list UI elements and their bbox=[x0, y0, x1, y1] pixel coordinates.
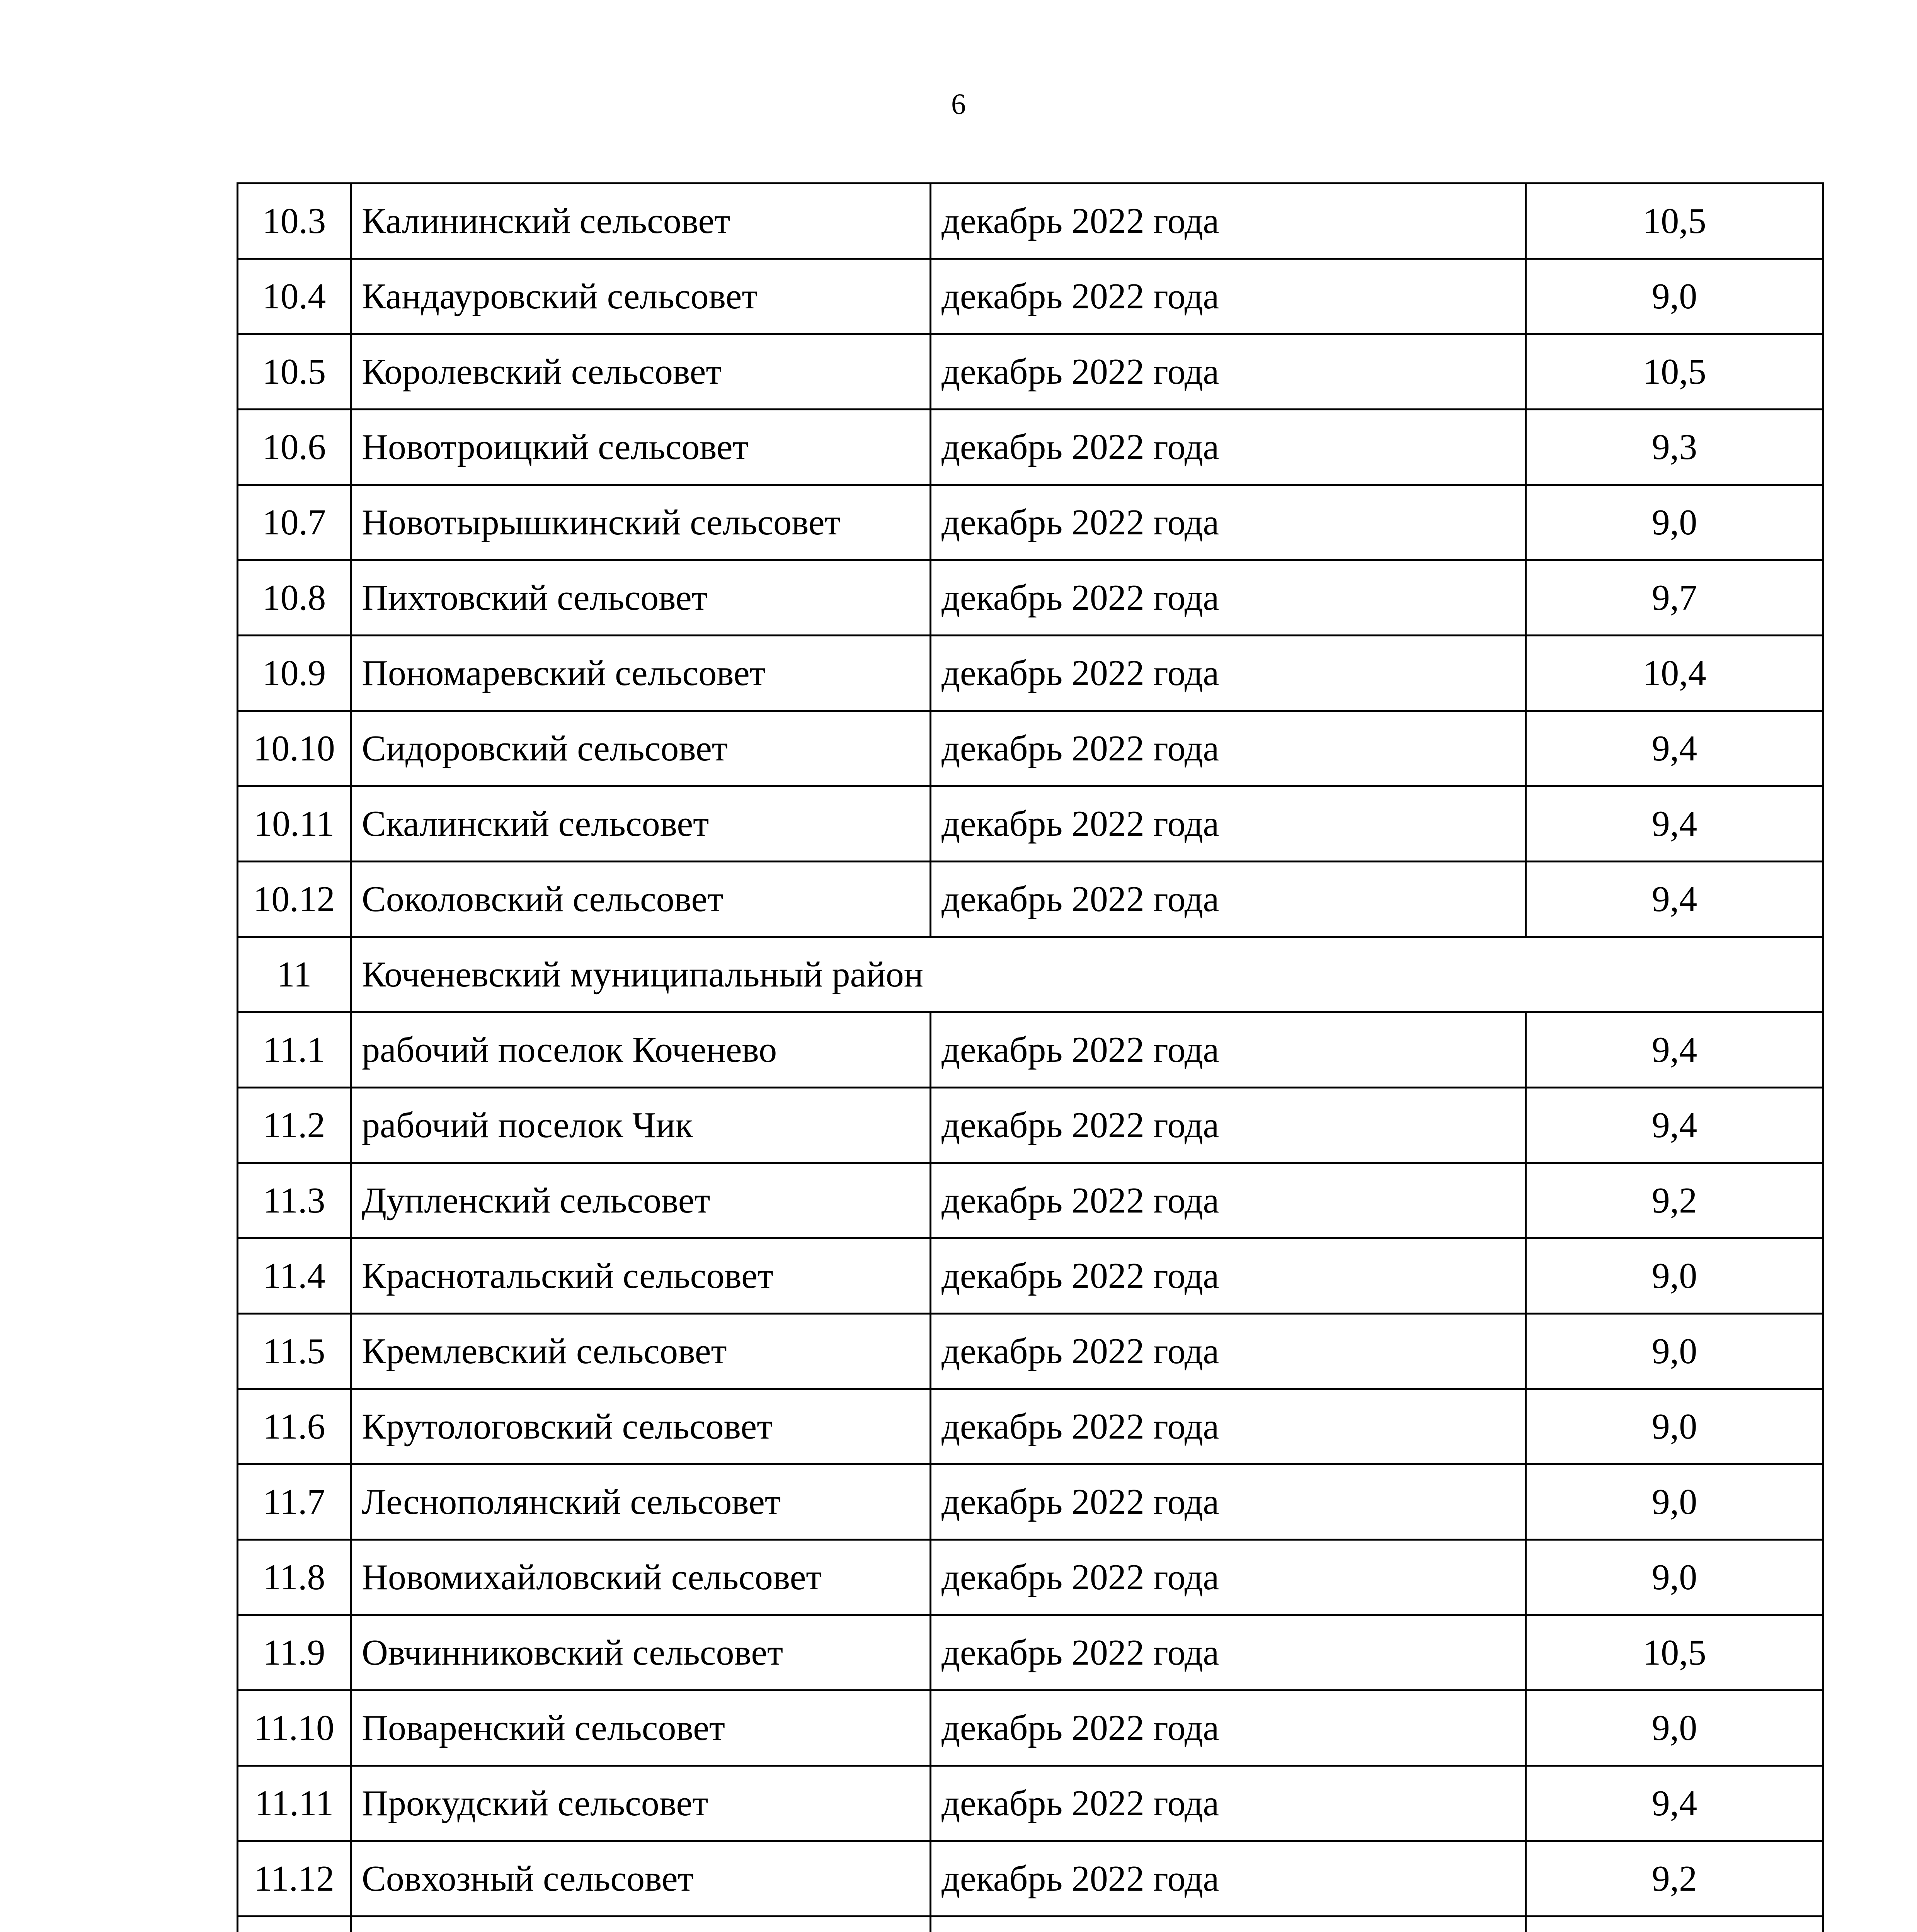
row-number: 10.3 bbox=[238, 184, 351, 259]
row-number: 10.4 bbox=[238, 259, 351, 334]
row-number bbox=[238, 1917, 351, 1932]
indicator-value: 9,0 bbox=[1526, 1238, 1823, 1314]
period-date: декабрь 2022 года bbox=[931, 1389, 1526, 1464]
table-row bbox=[238, 1615, 1823, 1690]
table-row bbox=[238, 1088, 1823, 1163]
row-number: 11.4 bbox=[238, 1238, 351, 1314]
settlement-name: Кремлевский сельсовет bbox=[351, 1314, 931, 1389]
period-date: декабрь 2022 года bbox=[931, 410, 1526, 485]
indicator-value: 9,0 bbox=[1526, 1389, 1823, 1464]
indicator-value: 9,4 bbox=[1526, 711, 1823, 786]
row-number: 10.8 bbox=[238, 560, 351, 636]
indicator-value: 10,5 bbox=[1526, 334, 1823, 410]
settlement-name: рабочий поселок Коченево bbox=[351, 1012, 931, 1088]
period-date: декабрь 2022 года bbox=[931, 1540, 1526, 1615]
settlement-name: Пономаревский сельсовет bbox=[351, 636, 931, 711]
settlement-name: Дупленский сельсовет bbox=[351, 1163, 931, 1238]
settlement-name: Крутологовский сельсовет bbox=[351, 1389, 931, 1464]
indicator-value: 9,4 bbox=[1526, 1088, 1823, 1163]
period-date: декабрь 2022 года bbox=[931, 711, 1526, 786]
row-number: 10.10 bbox=[238, 711, 351, 786]
settlement-name: Совхозный сельсовет bbox=[351, 1841, 931, 1917]
table-row bbox=[238, 1917, 1823, 1932]
page-number: 6 bbox=[951, 88, 966, 121]
indicator-value: 9,0 bbox=[1526, 1314, 1823, 1389]
settlement-name: Новомихайловский сельсовет bbox=[351, 1540, 931, 1615]
indicator-value: 9,0 bbox=[1526, 259, 1823, 334]
table-row bbox=[238, 1389, 1823, 1464]
period-date: декабрь 2022 года bbox=[931, 786, 1526, 862]
indicator-value: 9,7 bbox=[1526, 560, 1823, 636]
data-table bbox=[237, 182, 1824, 1932]
settlement-name: Сидоровский сельсовет bbox=[351, 711, 931, 786]
settlement-name: Скалинский сельсовет bbox=[351, 786, 931, 862]
row-number: 10.6 bbox=[238, 410, 351, 485]
period-date: декабрь 2022 года bbox=[931, 636, 1526, 711]
row-number: 10.11 bbox=[238, 786, 351, 862]
settlement-name: Поваренский сельсовет bbox=[351, 1690, 931, 1766]
period-date: декабрь 2022 года bbox=[931, 1690, 1526, 1766]
period-date: декабрь 2022 года bbox=[931, 1238, 1526, 1314]
settlement-name: Пихтовский сельсовет bbox=[351, 560, 931, 636]
row-number: 11.9 bbox=[238, 1615, 351, 1690]
settlement-name: Леснополянский сельсовет bbox=[351, 1464, 931, 1540]
period-date: декабрь 2022 года bbox=[931, 485, 1526, 560]
table-row bbox=[238, 334, 1823, 410]
period-date: декабрь 2022 года bbox=[931, 1314, 1526, 1389]
row-number: 11.10 bbox=[238, 1690, 351, 1766]
settlement-name bbox=[351, 1917, 931, 1932]
row-number: 10.7 bbox=[238, 485, 351, 560]
settlement-name: Кандауровский сельсовет bbox=[351, 259, 931, 334]
period-date: декабрь 2022 года bbox=[931, 1766, 1526, 1841]
table-row bbox=[238, 862, 1823, 937]
settlement-name: Краснотальский сельсовет bbox=[351, 1238, 931, 1314]
table-row bbox=[238, 1012, 1823, 1088]
table-row bbox=[238, 485, 1823, 560]
indicator-value: 9,4 bbox=[1526, 862, 1823, 937]
period-date: декабрь 2022 года bbox=[931, 862, 1526, 937]
row-number: 11.11 bbox=[238, 1766, 351, 1841]
table-row bbox=[238, 1690, 1823, 1766]
settlement-name: Соколовский сельсовет bbox=[351, 862, 931, 937]
indicator-value: 9,2 bbox=[1526, 1163, 1823, 1238]
section-row bbox=[238, 937, 1823, 1012]
row-number: 11.1 bbox=[238, 1012, 351, 1088]
indicator-value bbox=[1526, 1917, 1823, 1932]
settlement-name: Овчинниковский сельсовет bbox=[351, 1615, 931, 1690]
settlement-name: Новотроицкий сельсовет bbox=[351, 410, 931, 485]
table-row bbox=[238, 560, 1823, 636]
period-date: декабрь 2022 года bbox=[931, 1163, 1526, 1238]
table-row bbox=[238, 1163, 1823, 1238]
table-row bbox=[238, 711, 1823, 786]
table-row bbox=[238, 786, 1823, 862]
period-date bbox=[931, 1917, 1526, 1932]
indicator-value: 9,4 bbox=[1526, 786, 1823, 862]
period-date: декабрь 2022 года bbox=[931, 1615, 1526, 1690]
table-row bbox=[238, 1540, 1823, 1615]
table-row bbox=[238, 1464, 1823, 1540]
settlement-name: Новотырышкинский сельсовет bbox=[351, 485, 931, 560]
row-number: 10.9 bbox=[238, 636, 351, 711]
row-number: 11.3 bbox=[238, 1163, 351, 1238]
table-row bbox=[238, 410, 1823, 485]
period-date: декабрь 2022 года bbox=[931, 259, 1526, 334]
table-row bbox=[238, 1314, 1823, 1389]
period-date: декабрь 2022 года bbox=[931, 1841, 1526, 1917]
table-row bbox=[238, 1766, 1823, 1841]
indicator-value: 9,0 bbox=[1526, 1464, 1823, 1540]
indicator-value: 9,2 bbox=[1526, 1841, 1823, 1917]
indicator-value: 10,5 bbox=[1526, 1615, 1823, 1690]
table-row bbox=[238, 1238, 1823, 1314]
row-number: 11.12 bbox=[238, 1841, 351, 1917]
indicator-value: 9,0 bbox=[1526, 1690, 1823, 1766]
period-date: декабрь 2022 года bbox=[931, 1012, 1526, 1088]
row-number: 11.7 bbox=[238, 1464, 351, 1540]
table-row bbox=[238, 259, 1823, 334]
table-row bbox=[238, 636, 1823, 711]
period-date: декабрь 2022 года bbox=[931, 1464, 1526, 1540]
period-date: декабрь 2022 года bbox=[931, 184, 1526, 259]
settlement-name: Королевский сельсовет bbox=[351, 334, 931, 410]
table-row bbox=[238, 1841, 1823, 1917]
row-number: 10.12 bbox=[238, 862, 351, 937]
period-date: декабрь 2022 года bbox=[931, 1088, 1526, 1163]
row-number: 11.8 bbox=[238, 1540, 351, 1615]
indicator-value: 9,4 bbox=[1526, 1012, 1823, 1088]
indicator-value: 9,0 bbox=[1526, 485, 1823, 560]
period-date: декабрь 2022 года bbox=[931, 560, 1526, 636]
indicator-value: 9,3 bbox=[1526, 410, 1823, 485]
section-title: Коченевский муниципальный район bbox=[351, 937, 1823, 1012]
table-body bbox=[238, 184, 1823, 1932]
row-number: 10.5 bbox=[238, 334, 351, 410]
settlement-name: рабочий поселок Чик bbox=[351, 1088, 931, 1163]
indicator-value: 9,4 bbox=[1526, 1766, 1823, 1841]
settlement-name: Прокудский сельсовет bbox=[351, 1766, 931, 1841]
row-number: 11.5 bbox=[238, 1314, 351, 1389]
indicator-value: 9,0 bbox=[1526, 1540, 1823, 1615]
period-date: декабрь 2022 года bbox=[931, 334, 1526, 410]
table-row bbox=[238, 184, 1823, 259]
settlement-name: Калининский сельсовет bbox=[351, 184, 931, 259]
indicator-value: 10,5 bbox=[1526, 184, 1823, 259]
section-number: 11 bbox=[238, 937, 351, 1012]
row-number: 11.2 bbox=[238, 1088, 351, 1163]
indicator-value: 10,4 bbox=[1526, 636, 1823, 711]
row-number: 11.6 bbox=[238, 1389, 351, 1464]
